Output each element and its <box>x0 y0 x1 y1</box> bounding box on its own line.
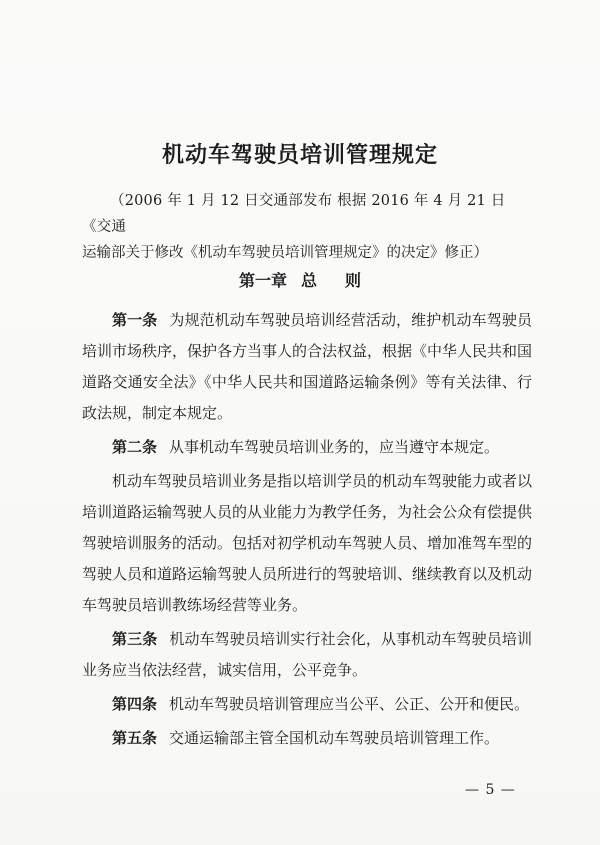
chapter-name-part1: 总 <box>300 271 317 290</box>
article-2-paragraph-2 <box>82 466 532 621</box>
document-body <box>82 305 532 757</box>
article-text: 交通运输部主管全国机动车驾驶员培训管理工作。 <box>169 729 500 747</box>
subtitle-line-1: （2006 年 1 月 12 日交通部发布 根据 2016 年 4 月 21 日《交通 <box>82 193 506 235</box>
article-label: 第五条 <box>112 729 158 747</box>
document-subtitle <box>82 188 532 266</box>
chapter-name-part2: 则 <box>345 271 362 290</box>
article-text: 从事机动车驾驶员培训业务的，应当遵守本规定。 <box>169 438 500 456</box>
article-label: 第一条 <box>112 311 158 329</box>
article-text: 机动车驾驶员培训业务是指以培训学员的机动车驾驶能力或者以培训道路运输驾驶人员的从业能力为教学任务，为社会公众有偿提供驾驶培训服务的活动。包括对初学机动车驾驶人员、增加准驾车型的驾驶人员和道路运输驾驶人员所进行的驾驶培训、继续教育以及机动车驾驶员培训教练场经营等业务。 <box>82 472 533 614</box>
article-1 <box>82 305 532 429</box>
article-text: 机动车驾驶员培训实行社会化，从事机动车驾驶员培训业务应当依法经营，诚实信用，公平竞争。 <box>82 630 532 679</box>
article-label: 第三条 <box>112 630 158 648</box>
article-text: 为规范机动车驾驶员培训经营活动，维护机动车驾驶员培训市场秩序，保护各方当事人的合法权益，根据《中华人民共和国道路交通安全法》《中华人民共和国道路运输条例》等有关法律、行政法规，制定本规定。 <box>82 311 533 422</box>
article-label: 第四条 <box>112 695 158 713</box>
article-4 <box>82 689 532 720</box>
article-5 <box>82 723 532 754</box>
chapter-number: 第一章 <box>238 271 287 290</box>
article-text: 机动车驾驶员培训管理应当公平、公正、公开和便民。 <box>169 695 530 713</box>
page-number: — 5 — <box>465 782 516 798</box>
article-label: 第二条 <box>112 438 158 456</box>
article-2 <box>82 432 532 463</box>
subtitle-line-2: 运输部关于修改《机动车驾驶员培训管理规定》的决定》修正） <box>82 245 488 261</box>
chapter-heading <box>0 268 600 291</box>
document-title: 机动车驾驶员培训管理规定 <box>161 142 438 168</box>
article-3 <box>82 624 532 686</box>
